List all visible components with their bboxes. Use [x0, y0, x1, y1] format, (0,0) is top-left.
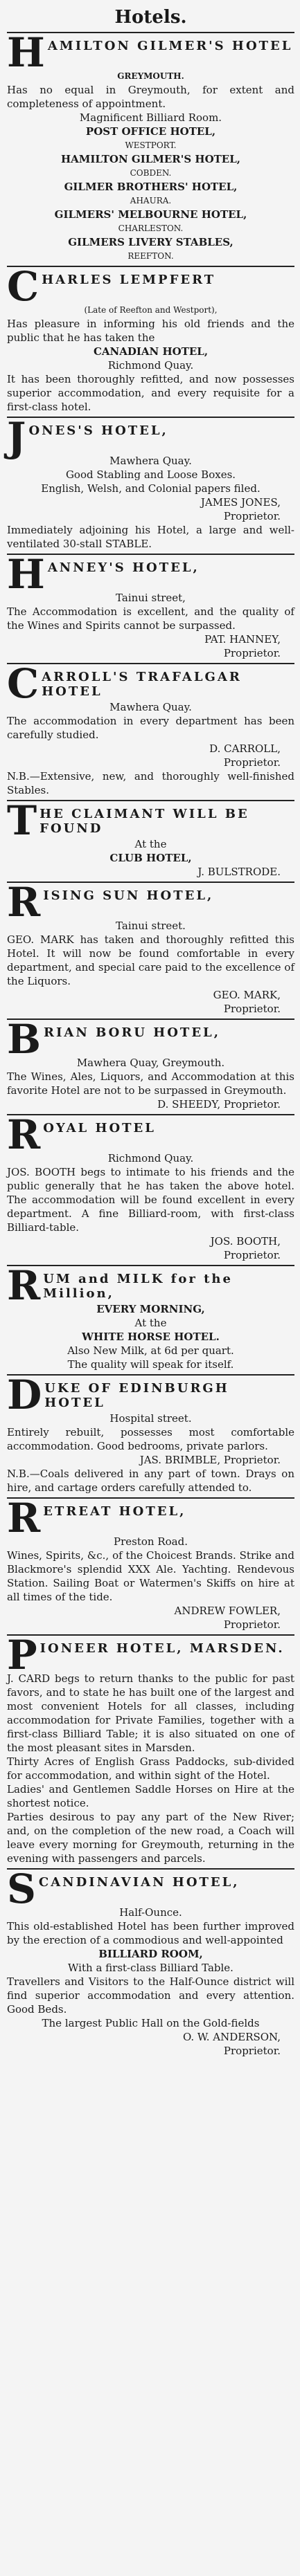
ad-line: Magnificent Billiard Room.	[79, 111, 222, 124]
ad-title	[7, 1632, 294, 1679]
ad-title	[7, 1371, 294, 1418]
ad-line: COBDEN.	[130, 168, 172, 178]
drop-cap: S	[7, 1865, 36, 1912]
ad-line: The accommodation in every department has been carefully studied.	[7, 715, 294, 741]
ad-line: AHAURA.	[130, 196, 172, 205]
ad-line: Proprietor.	[223, 2045, 281, 2057]
ad-heading: RIAN BORU HOTEL,	[44, 1025, 220, 1040]
ad-line: Has pleasure in informing his old friends and the public that he has taken the	[7, 318, 294, 344]
ad-line: D. SHEEDY, Proprietor.	[157, 1098, 281, 1111]
drop-cap: P	[7, 1632, 37, 1679]
ad-line: EVERY MORNING,	[96, 1303, 205, 1315]
ad-line: Wines, Spirits, &c., of the Choicest Brands. Strike and Blackmore's splendid XXX Ale. Yachting. Rendevous Station. Sailing Boat or Watermen's Skiffs on hire at all times of the tide.	[7, 1549, 294, 1603]
page-title: Hotels.	[114, 7, 187, 28]
ad-line: WESTPORT.	[125, 140, 177, 150]
ad-claimant	[7, 797, 294, 881]
drop-cap: H	[7, 29, 45, 76]
ad-line: At the	[134, 1317, 167, 1329]
drop-cap: B	[7, 1016, 42, 1063]
ad-heading: UM and MILK for the Million,	[43, 1272, 233, 1301]
drop-cap: R	[7, 1495, 41, 1542]
ad-line: WHITE HORSE HOTEL.	[82, 1331, 220, 1343]
ad-scandinavian	[7, 1865, 294, 2061]
ad-royal	[7, 1111, 294, 1265]
ad-line: Also New Milk, at 6d per quart.	[67, 1344, 234, 1357]
ad-heading: CANDINAVIAN HOTEL,	[38, 1875, 240, 1890]
ad-heading: AMILTON GILMER'S HOTEL	[47, 39, 293, 53]
drop-cap: J	[7, 414, 26, 461]
ad-line: CANADIAN HOTEL,	[93, 345, 209, 358]
drop-cap: C	[7, 263, 39, 310]
ad-line: PAT. HANNEY,	[204, 633, 281, 646]
ad-line: JOS. BOOTH,	[210, 1235, 281, 1248]
ad-line: Entirely rebuilt, possesses most comfortable accommodation. Good bedrooms, private parlors.	[7, 1426, 294, 1452]
ad-line: The Wines, Ales, Liquors, and Accommodation at this favorite Hotel are not to be surpassed in Greymouth.	[7, 1070, 294, 1097]
ad-line: CHARLESTON.	[118, 223, 184, 233]
ad-line: Half-Ounce.	[119, 1906, 182, 1919]
ad-line: Mawhera Quay, Greymouth.	[76, 1057, 225, 1069]
ad-line: Proprietor.	[223, 756, 281, 769]
ad-line: Thirty Acres of English Grass Paddocks, sub-divided for accommodation, and within sight of the Hotel.	[7, 1755, 294, 1782]
ad-line: English, Welsh, and Colonial papers filed.	[41, 482, 261, 495]
ad-line: O. W. ANDERSON,	[182, 2031, 281, 2043]
ad-line: D. CARROLL,	[209, 742, 281, 755]
ad-line: (Late of Reefton and Westport),	[84, 305, 218, 315]
ad-heading: ETREAT HOTEL,	[43, 1504, 186, 1519]
ad-line: CLUB HOTEL,	[109, 852, 192, 864]
ad-line: JAS. BRIMBLE, Proprietor.	[139, 1454, 281, 1466]
ad-line: GREYMOUTH.	[117, 71, 184, 81]
ad-heading: ONES'S HOTEL,	[28, 423, 168, 438]
ad-heading: HE CLAIMANT WILL BE FOUND	[39, 807, 249, 836]
ad-line: Proprietor.	[223, 510, 281, 522]
ad-line: REEFTON.	[127, 251, 174, 261]
ad-carroll	[7, 660, 294, 800]
drop-cap: T	[7, 797, 37, 844]
ad-line: BILLIARD ROOM,	[98, 1948, 203, 1960]
drop-cap: C	[7, 660, 39, 707]
ad-heading: IONEER HOTEL, MARSDEN.	[39, 1641, 285, 1656]
ad-heading: ARROLL'S TRAFALGAR HOTEL	[42, 670, 242, 699]
drop-cap: H	[7, 551, 45, 598]
ad-line: Has no equal in Greymouth, for extent and completeness of appointment.	[7, 84, 294, 110]
ad-line: Proprietor.	[223, 647, 281, 659]
ad-jones	[7, 414, 294, 554]
ad-hamilton	[7, 29, 294, 266]
ad-line: J. CARD begs to return thanks to the public for past favors, and to state he has built one of the largest and most convenient Hotels for all classes, including accommodation for Private Families, together with a first-class Billiard Table; it is also situated on one of the most pleasant sites in Marsden.	[7, 1672, 294, 1754]
ad-line: GILMER BROTHERS' HOTEL,	[64, 181, 238, 193]
ad-line: At the	[134, 838, 167, 850]
ad-line: The largest Public Hall on the Gold-fields	[42, 2017, 260, 2029]
ad-line: Immediately adjoining his Hotel, a large and well-ventilated 30-stall STABLE.	[7, 524, 294, 550]
ad-line: Hospital street.	[109, 1412, 192, 1425]
ad-title	[7, 1865, 294, 1912]
ad-pioneer	[7, 1634, 294, 1868]
ad-line: It has been thoroughly refitted, and now possesses superior accommodation, and every requisite for a first-class hotel.	[7, 373, 294, 413]
ad-line: The quality will speak for itself.	[67, 1358, 234, 1371]
ad-line: The Accommodation is excellent, and the quality of the Wines and Spirits cannot be surpassed.	[7, 605, 294, 632]
ad-whitehorse	[7, 1262, 294, 1374]
ad-line: Ladies' and Gentlemen Saddle Horses on Hire at the shortest notice.	[7, 1783, 294, 1809]
ad-retreat	[7, 1497, 294, 1634]
drop-cap: R	[7, 879, 41, 926]
ad-line: GILMERS' MELBOURNE HOTEL,	[54, 208, 247, 221]
ad-line: GILMERS LIVERY STABLES,	[68, 236, 233, 248]
ad-heading: ANNEY'S HOTEL,	[47, 560, 200, 575]
ad-line: POST OFFICE HOTEL,	[85, 125, 216, 138]
ad-line: JOS. BOOTH begs to intimate to his friends and the public generally that he has taken the above hotel. The accommodation will be found excellent in every department. A fine Billiard-room, with first-class Billiard-table.	[7, 1166, 294, 1234]
ad-line: HAMILTON GILMER'S HOTEL,	[60, 153, 241, 165]
ad-heading: UKE OF EDINBURGH HOTEL	[44, 1381, 229, 1410]
ad-line: N.B.—Coals delivered in any part of town. Drays on hire, and cartage orders carefully attended to.	[7, 1468, 294, 1494]
ad-line: This old-established Hotel has been further improved by the erection of a commodious and well-appointed	[7, 1920, 294, 1946]
ad-line: J. BULSTRODE.	[197, 866, 281, 878]
ad-line: Proprietor.	[223, 1618, 281, 1631]
ad-brianboru	[7, 1018, 294, 1114]
ad-hanney	[7, 551, 294, 663]
ad-line: GEO. MARK,	[213, 989, 281, 1001]
ad-line: Richmond Quay.	[107, 359, 194, 372]
ad-line: Proprietor.	[223, 1003, 281, 1015]
ad-line: Tainui street,	[116, 592, 186, 604]
ad-line: JAMES JONES,	[200, 496, 281, 509]
ad-edinburgh	[7, 1371, 294, 1497]
ad-line: Tainui street.	[116, 920, 186, 932]
ad-line: Richmond Quay.	[107, 1152, 194, 1164]
ad-line: N.B.—Extensive, new, and thoroughly well-finished Stables.	[7, 770, 294, 796]
ad-line: Travellers and Visitors to the Half-Ounce district will find superior accommodation and every attention. Good Beds.	[7, 1975, 294, 2016]
ad-heading: HARLES LEMPFERT	[42, 273, 216, 287]
ad-line: Mawhera Quay.	[109, 455, 192, 467]
ad-risingsun	[7, 881, 294, 1018]
drop-cap: D	[7, 1371, 42, 1418]
ad-line: Parties desirous to pay any part of the New River; and, on the completion of the new road, a Coach will leave every morning for Greymouth, returning in the evening with passengers and parcels.	[7, 1811, 294, 1865]
ad-line: Good Stabling and Loose Boxes.	[65, 468, 236, 481]
ad-line: With a first-class Billiard Table.	[68, 1962, 233, 1974]
ad-heading: ISING SUN HOTEL,	[43, 888, 214, 903]
drop-cap: R	[7, 1111, 41, 1158]
ad-line: ANDREW FOWLER,	[174, 1605, 281, 1617]
ad-heading: OYAL HOTEL	[43, 1121, 156, 1135]
ad-line: Preston Road.	[114, 1535, 188, 1548]
ad-line: Mawhera Quay.	[109, 701, 192, 713]
drop-cap: R	[7, 1262, 41, 1309]
ad-line: GEO. MARK has taken and thoroughly refitted this Hotel. It will now be found comfortable in every department, and special care paid to the excellence of the Liquors.	[7, 933, 294, 987]
ads-list	[7, 29, 294, 2061]
ad-line: Proprietor.	[223, 1249, 281, 1261]
ad-lempfert	[7, 263, 294, 417]
